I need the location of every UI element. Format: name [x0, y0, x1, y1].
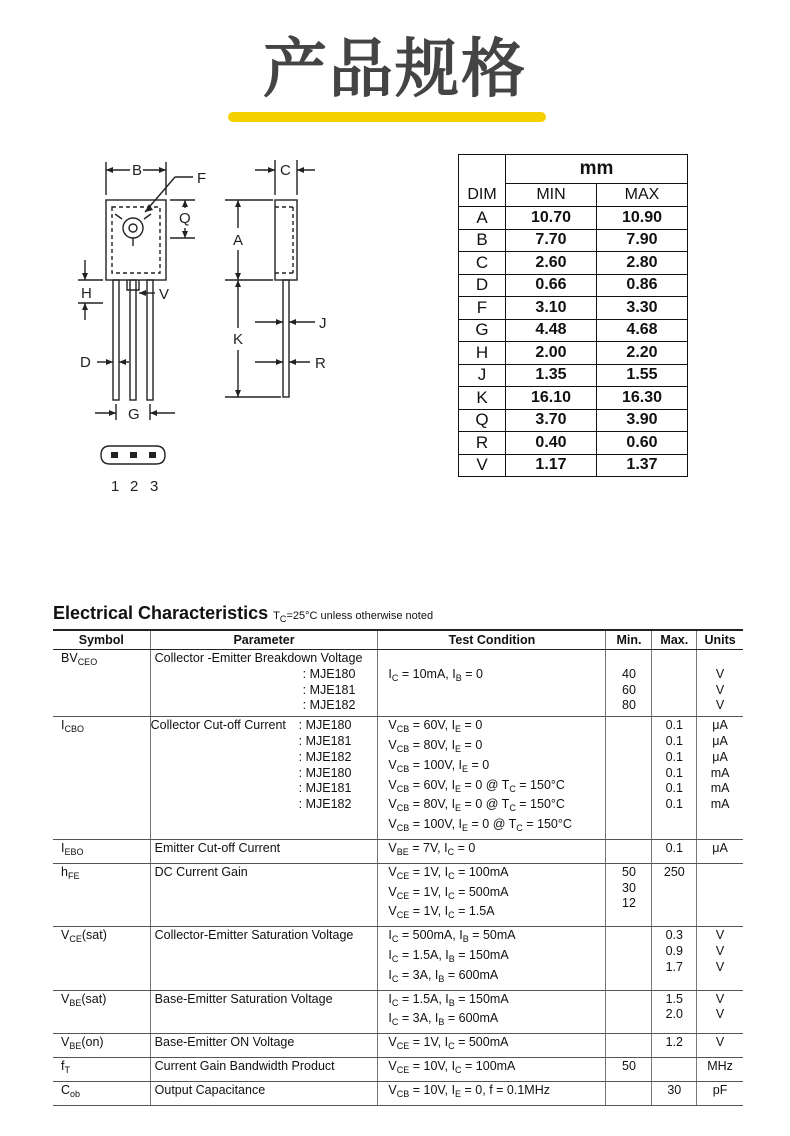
t: = 3A, I — [398, 1011, 439, 1026]
dim-cell: 3.70 — [506, 409, 597, 432]
unit-val: μA — [712, 749, 728, 764]
test-cell — [378, 863, 606, 926]
min-cell — [606, 717, 652, 840]
test-line: $V_{CB} = 60V$, $I_E = 0$ @ $T_C = 150^\circ C$ — [388, 777, 565, 794]
sym-tail: (sat) — [81, 991, 107, 1006]
t: = 500mA — [454, 1035, 509, 1050]
dim-cell: 10.70 — [506, 207, 597, 230]
t: 80V — [423, 797, 445, 812]
min-cell — [606, 863, 652, 926]
dim-cell: R — [459, 432, 506, 455]
sym-sub: EBO — [64, 846, 84, 857]
sym-sub: CEO — [77, 657, 98, 667]
t: = 50mA — [468, 928, 516, 943]
test-line: $I_C = 1.5A$, $I_B = 150mA$ — [388, 947, 509, 964]
t: 0 @ T — [475, 797, 510, 812]
dim-cell: 2.80 — [597, 252, 688, 275]
max-val: 0.1 — [665, 797, 683, 812]
t: = 150°C — [515, 777, 565, 792]
unit-val: V — [715, 943, 725, 958]
t: = 600mA — [444, 967, 499, 982]
t: 0 @ T — [482, 817, 517, 832]
sym-tail: (sat) — [81, 928, 107, 943]
dim-cell: A — [459, 207, 506, 230]
test-line: $V_{CB} = 80V$, $I_E = 0$ @ $T_C = 150^\circ C$ — [388, 797, 565, 814]
max-val: 0.9 — [665, 943, 683, 958]
dim-cell: V — [459, 454, 506, 477]
t: = 1.5A, I — [398, 991, 449, 1006]
dim-row — [459, 364, 688, 387]
unit-cell — [697, 863, 743, 926]
test-cell: $V_{CE} = 10V$, $I_C = 100mA$ — [378, 1057, 606, 1081]
max-val: 0.1 — [665, 718, 683, 733]
sym-tail: (on) — [81, 1035, 104, 1050]
min-val: 50 — [622, 864, 636, 879]
test-line: $V_{CB} = 60V$, $I_E = 0$ — [388, 718, 483, 735]
max-cell — [652, 927, 697, 990]
table-row — [53, 990, 743, 1034]
dim-row — [459, 297, 688, 320]
dim-label-g: G — [128, 406, 140, 423]
t: = 3A, I — [398, 967, 439, 982]
dim-cell: 7.90 — [597, 229, 688, 252]
dim-cell: 16.10 — [506, 387, 597, 410]
t: = 7V, I — [408, 840, 448, 855]
table-row — [53, 1081, 743, 1105]
model-label: : MJE181 — [298, 733, 352, 748]
dim-label-f: F — [197, 170, 207, 187]
unit-cell: MHz — [697, 1057, 743, 1081]
sym: V — [61, 928, 70, 943]
dim-row — [459, 409, 688, 432]
parameter-cell: DC Current Gain — [150, 863, 378, 926]
min-val: 80 — [622, 698, 636, 713]
test-line — [388, 667, 605, 687]
max-cell: 1.2 — [652, 1034, 697, 1058]
max-cell: 30 — [652, 1081, 697, 1105]
unit-cell — [697, 650, 743, 717]
dim-table-header-dim: DIM — [459, 184, 506, 207]
package-outline-drawing — [75, 150, 355, 500]
test-line: $V_{CB} = 100V$, $I_E = 0$ — [388, 757, 490, 774]
sym-sub: BE — [69, 997, 82, 1008]
col-min: Min. — [606, 630, 652, 650]
unit-val: μA — [712, 718, 728, 733]
min-cell — [606, 650, 652, 717]
cond-rest: =25°C unless otherwise noted — [286, 610, 434, 622]
test-line: $I_C = 500mA$, $I_B = 50mA$ — [388, 928, 516, 945]
test-line: $V_{CE} = 1V$, $I_C = 100mA$ — [388, 864, 509, 881]
table-row — [53, 1057, 743, 1081]
sym: BV — [61, 651, 78, 665]
t: V — [388, 840, 397, 855]
t: = 150mA — [454, 947, 509, 962]
col-max: Max. — [652, 630, 697, 650]
test-cell — [378, 927, 606, 990]
t: = 10V, I — [409, 1058, 456, 1073]
title-underline — [228, 112, 546, 122]
sym: f — [61, 1058, 65, 1073]
t: 0 — [482, 757, 490, 772]
max-val: 0.1 — [665, 733, 683, 748]
dim-cell: 3.90 — [597, 409, 688, 432]
min-cell — [606, 1034, 652, 1058]
symbol-cell — [53, 1034, 150, 1058]
dim-label-d: D — [80, 354, 91, 371]
t: B — [455, 672, 462, 683]
dim-label-b: B — [132, 162, 143, 179]
t: = 150mA — [454, 991, 509, 1006]
test-line: $I_C = 1.5A$, $I_B = 150mA$ — [388, 991, 509, 1008]
electrical-title-text: Electrical Characteristics — [53, 603, 269, 623]
t: = 150°C — [515, 797, 565, 812]
max-cell — [652, 1057, 697, 1081]
col-test-condition: Test Condition — [378, 630, 606, 650]
dim-row — [459, 229, 688, 252]
dim-label-v: V — [159, 286, 170, 303]
dim-label-h: H — [81, 285, 92, 302]
min-val: 30 — [622, 880, 636, 895]
pin-label-2: 2 — [130, 478, 139, 495]
max-val: 1.5 — [665, 991, 683, 1006]
unit-val: V — [715, 959, 725, 974]
test-line: $I_C = 3A$, $I_B = 600mA$ — [388, 1011, 499, 1028]
electrical-table — [53, 629, 743, 1106]
t: C — [391, 672, 399, 683]
col-symbol: Symbol — [53, 630, 150, 650]
unit-cell — [697, 927, 743, 990]
dim-label-k: K — [233, 331, 244, 348]
table-row — [53, 650, 743, 717]
dimension-table — [458, 154, 688, 477]
dim-row — [459, 274, 688, 297]
dim-table-header-min: MIN — [506, 184, 597, 207]
dim-label-q: Q — [179, 210, 191, 227]
test-line: $I_C = 3A$, $I_B = 600mA$ — [388, 967, 499, 984]
t: = 500mA — [454, 884, 509, 899]
max-cell: 250 — [652, 863, 697, 926]
t: = 100mA — [461, 1058, 516, 1073]
symbol-cell — [53, 1081, 150, 1105]
dim-row — [459, 432, 688, 455]
dim-cell: 2.60 — [506, 252, 597, 275]
table-row — [53, 863, 743, 926]
parameter-cell: Emitter Cut-off Current — [150, 839, 378, 863]
t: = 1V, I — [409, 864, 449, 879]
pin-label-3: 3 — [150, 478, 159, 495]
dim-cell: 3.30 — [597, 297, 688, 320]
max-cell: 0.1 — [652, 839, 697, 863]
unit-cell: μA — [697, 839, 743, 863]
t: = 100mA — [454, 864, 509, 879]
table-row — [53, 927, 743, 990]
cond-t: T — [273, 610, 280, 622]
model-label: : MJE181 — [302, 682, 356, 697]
t: = 1V, I — [409, 904, 449, 919]
dim-cell: 2.00 — [506, 342, 597, 365]
dim-row — [459, 207, 688, 230]
unit-val: mA — [710, 797, 730, 812]
cond-sub: C — [279, 614, 287, 625]
t: = 10V, I — [409, 1082, 456, 1097]
model-label: : MJE182 — [298, 797, 352, 812]
model-label: : MJE180 — [298, 718, 352, 733]
max-val: 0.1 — [665, 765, 683, 780]
test-cell — [378, 717, 606, 840]
dim-table-corner — [459, 155, 506, 184]
dim-cell: 0.40 — [506, 432, 597, 455]
max-val: 1.7 — [665, 959, 683, 974]
sym: V — [61, 1035, 70, 1050]
sym: C — [61, 1082, 71, 1097]
test-cell — [378, 839, 606, 863]
dim-cell: 1.37 — [597, 454, 688, 477]
dim-cell: C — [459, 252, 506, 275]
symbol-cell — [53, 839, 150, 863]
t: 0 — [475, 737, 483, 752]
parameter-cell: Current Gain Bandwidth Product — [150, 1057, 378, 1081]
symbol-cell — [53, 863, 150, 926]
dim-label-c: C — [280, 162, 291, 179]
parameter-cell: Collector-Emitter Saturation Voltage — [150, 927, 378, 990]
dim-cell: D — [459, 274, 506, 297]
unit-cell — [697, 717, 743, 840]
unit-cell: pF — [697, 1081, 743, 1105]
t: 60V — [423, 777, 445, 792]
unit-val: V — [715, 682, 725, 697]
unit-val: V — [715, 698, 725, 713]
min-cell: 50 — [606, 1057, 652, 1081]
dim-row — [459, 252, 688, 275]
dim-label-a: A — [233, 232, 244, 249]
unit-val: V — [715, 991, 725, 1006]
dim-label-j: J — [319, 315, 327, 332]
dim-cell: 0.60 — [597, 432, 688, 455]
dim-table-unit: mm — [506, 155, 688, 184]
test-cell — [378, 650, 606, 717]
electrical-condition — [273, 610, 434, 625]
dim-cell: 2.20 — [597, 342, 688, 365]
col-parameter: Parameter — [150, 630, 378, 650]
unit-val: μA — [712, 733, 728, 748]
t: = 1.5A — [454, 904, 495, 919]
t: 60V — [423, 718, 445, 733]
unit-cell: V — [697, 1034, 743, 1058]
dim-cell: 0.86 — [597, 274, 688, 297]
dim-cell: 1.55 — [597, 364, 688, 387]
param-text: Collector Cut-off Current — [150, 718, 286, 733]
table-row — [53, 839, 743, 863]
t: 80V — [423, 737, 445, 752]
page-title: 产品规格 — [263, 33, 527, 107]
symbol-cell — [53, 1057, 150, 1081]
dim-cell: J — [459, 364, 506, 387]
parameter-cell — [150, 717, 378, 840]
test-line: $V_{CE} = 1V$, $I_C = 500mA$ — [388, 884, 509, 901]
test-cell: $V_{CB} = 10V$, $I_E = 0$, f = 0.1MHz — [378, 1081, 606, 1105]
test-line: $V_{CB} = 100V$, $I_E = 0$ @ $T_C = 150^\circ C$ — [388, 817, 572, 834]
parameter-cell: Output Capacitance — [150, 1081, 378, 1105]
min-val: 12 — [622, 896, 636, 911]
max-val: 2.0 — [665, 1007, 683, 1022]
sym: h — [61, 864, 68, 879]
sym-sub: CE — [69, 934, 82, 945]
unit-val: mA — [710, 765, 730, 780]
min-val: 60 — [622, 682, 636, 697]
min-cell — [606, 927, 652, 990]
parameter-cell: Base-Emitter Saturation Voltage — [150, 990, 378, 1034]
symbol-cell — [53, 650, 150, 717]
dim-label-r: R — [315, 355, 326, 372]
sym-sub: ob — [70, 1088, 81, 1099]
unit-val: V — [715, 1007, 725, 1022]
t: 0 @ T — [475, 777, 510, 792]
dim-cell: 4.48 — [506, 319, 597, 342]
dim-cell: 7.70 — [506, 229, 597, 252]
t: I — [388, 666, 392, 681]
max-val: 0.3 — [665, 928, 683, 943]
test-cell: $V_{CE} = 1V$, $I_C = 500mA$ — [378, 1034, 606, 1058]
dim-cell: 10.90 — [597, 207, 688, 230]
t: = 1V, I — [409, 884, 449, 899]
t: 100V — [423, 757, 452, 772]
test-line: $V_{CB} = 80V$, $I_E = 0$ — [388, 737, 483, 754]
dim-cell: 3.10 — [506, 297, 597, 320]
t: = 150°C — [522, 817, 572, 832]
param-text: Collector -Emitter Breakdown Voltage — [154, 651, 363, 665]
unit-val: V — [715, 666, 725, 681]
t: = 600mA — [444, 1011, 499, 1026]
model-label: : MJE180 — [302, 666, 356, 681]
dim-row — [459, 387, 688, 410]
symbol-cell — [53, 990, 150, 1034]
unit-val: V — [715, 928, 725, 943]
electrical-title — [53, 603, 433, 624]
dim-cell: B — [459, 229, 506, 252]
sym-sub: T — [64, 1064, 70, 1075]
unit-cell — [697, 990, 743, 1034]
sym: I — [61, 718, 65, 733]
t: = 0, f = 0.1MHz — [461, 1082, 550, 1097]
min-val: 40 — [622, 666, 636, 681]
dim-cell: 16.30 — [597, 387, 688, 410]
sym-sub: CBO — [64, 724, 84, 735]
parameter-cell — [150, 650, 378, 717]
max-cell — [652, 650, 697, 717]
model-label: : MJE182 — [302, 698, 356, 713]
t: = 0 — [454, 840, 476, 855]
sym: V — [61, 991, 70, 1006]
pin-label-1: 1 — [111, 478, 120, 495]
parameter-cell: Base-Emitter ON Voltage — [150, 1034, 378, 1058]
dim-cell: H — [459, 342, 506, 365]
dim-cell: Q — [459, 409, 506, 432]
max-val: 0.1 — [665, 781, 683, 796]
sym-sub: BE — [69, 1041, 82, 1052]
dim-cell: 1.17 — [506, 454, 597, 477]
symbol-cell — [53, 927, 150, 990]
model-label: : MJE181 — [298, 781, 352, 796]
t: = 500mA, I — [398, 928, 463, 943]
dim-cell: G — [459, 319, 506, 342]
test-line: $V_{CE} = 1V$, $I_C = 1.5A$ — [388, 904, 495, 921]
dim-table-header-max: MAX — [597, 184, 688, 207]
dim-cell: 0.66 — [506, 274, 597, 297]
max-val: 0.1 — [665, 749, 683, 764]
dim-cell: K — [459, 387, 506, 410]
table-row — [53, 1034, 743, 1058]
table-row — [53, 717, 743, 840]
dim-row — [459, 454, 688, 477]
t: C — [447, 846, 455, 857]
t: 0 — [475, 718, 483, 733]
t: = 1.5A, I — [398, 947, 449, 962]
dim-row — [459, 342, 688, 365]
test-cell — [378, 990, 606, 1034]
min-cell — [606, 1081, 652, 1105]
min-cell — [606, 839, 652, 863]
unit-val: mA — [710, 781, 730, 796]
t: = 10mA, I — [398, 666, 456, 681]
model-label: : MJE182 — [298, 749, 352, 764]
dim-cell: 1.35 — [506, 364, 597, 387]
t: = 0 — [461, 666, 483, 681]
dim-cell: F — [459, 297, 506, 320]
max-cell — [652, 990, 697, 1034]
min-cell — [606, 990, 652, 1034]
t: 100V — [423, 817, 452, 832]
max-cell — [652, 717, 697, 840]
sym-sub: FE — [67, 870, 80, 881]
t: = 1V, I — [409, 1035, 449, 1050]
col-units: Units — [697, 630, 743, 650]
dim-row — [459, 319, 688, 342]
t: BE — [396, 846, 409, 857]
dim-cell: 4.68 — [597, 319, 688, 342]
symbol-cell — [53, 717, 150, 840]
sym: I — [61, 840, 65, 855]
model-label: : MJE180 — [298, 765, 352, 780]
